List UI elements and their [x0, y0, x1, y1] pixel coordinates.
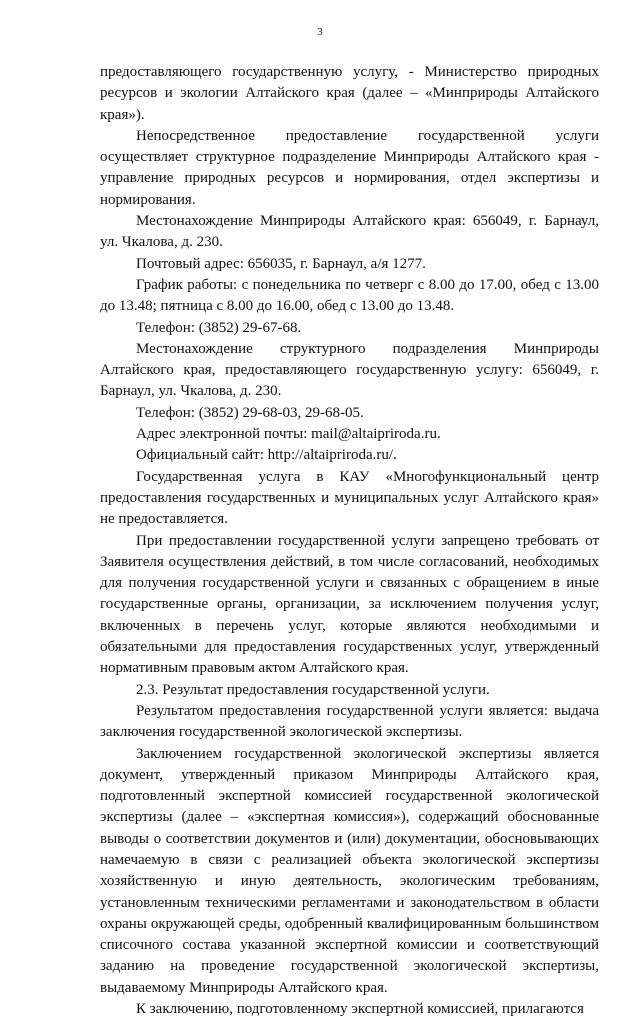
paragraph: К заключению, подготовленному экспертной комиссией, прилагаются — [136, 1001, 584, 1018]
paragraph: Адрес электронной почты: mail@altaipriroda.ru. — [136, 426, 441, 443]
paragraph: Местонахождение Минприроды Алтайского края: 656049, г. Барнаул, ул. Чкалова, д. 230. — [100, 213, 599, 251]
document-body — [100, 62, 599, 1020]
paragraph: Почтовый адрес: 656035, г. Барнаул, а/я 1277. — [136, 255, 426, 272]
paragraph: Непосредственное предоставление государственной услуги осуществляет структурное подразделение Минприроды Алтайского края - управление природных ресурсов и нормирования, отдел экспертизы и нормирования. — [100, 127, 599, 208]
paragraph: Заключением государственной экологической экспертизы является документ, утвержденный приказом Минприроды Алтайского края, подготовленный экспертной комиссией государственной экологической экспертизы (далее – «экспертная комиссия»), содержащий обоснованные выводы о соответствии документов и (или) документации, обосновывающих намечаемую в связи с реализацией объекта экологической экспертизы хозяйственную и иную деятельность, экологическим требованиям, установленным техническими регламентами и законодательством в области охраны окружающей среды, одобренный квалифицированным большинством списочного состава указанной экспертной комиссии и соответствующий заданию на проведение государственной экологической экспертизы, выдаваемому Минприроды Алтайского края. — [100, 745, 599, 996]
paragraph: 2.3. Результат предоставления государственной услуги. — [136, 681, 490, 698]
paragraph: предоставляющего государственную услугу, - Министерство природных ресурсов и экологии Алтайского края (далее – «Минприроды Алтайского края»). — [100, 64, 599, 123]
paragraph: Официальный сайт: http://altaipriroda.ru/. — [136, 447, 397, 464]
page-number: 3 — [317, 26, 323, 38]
paragraph: График работы: с понедельника по четверг с 8.00 до 17.00, обед с 13.00 до 13.48; пятница с 8.00 до 16.00, обед с 13.00 до 13.48. — [100, 276, 599, 315]
paragraph: При предоставлении государственной услуги запрещено требовать от Заявителя осуществления действий, в том числе согласований, необходимых для получения государственной услуги и связанных с обращением в иные государственные органы, организации, за исключением получения услуг, включенных в перечень услуг, которые являются необходимыми и обязательными для предоставления государственных услуг, утвержденный нормативным правовым актом Алтайского края. — [100, 532, 599, 677]
paragraph: Телефон: (3852) 29-67-68. — [136, 319, 302, 336]
paragraph: Местонахождение структурного подразделения Минприроды Алтайского края, предоставляющего государственную услугу: 656049, г. Барнаул, ул. Чкалова, д. 230. — [100, 340, 599, 400]
paragraph: Телефон: (3852) 29-68-03, 29-68-05. — [136, 404, 364, 421]
paragraph: Результатом предоставления государственной услуги является: выдача заключения государственной экологической экспертизы. — [100, 702, 599, 741]
paragraph: Государственная услуга в КАУ «Многофункциональный центр предоставления государственных и муниципальных услуг Алтайского края» не предоставляется. — [100, 468, 599, 528]
